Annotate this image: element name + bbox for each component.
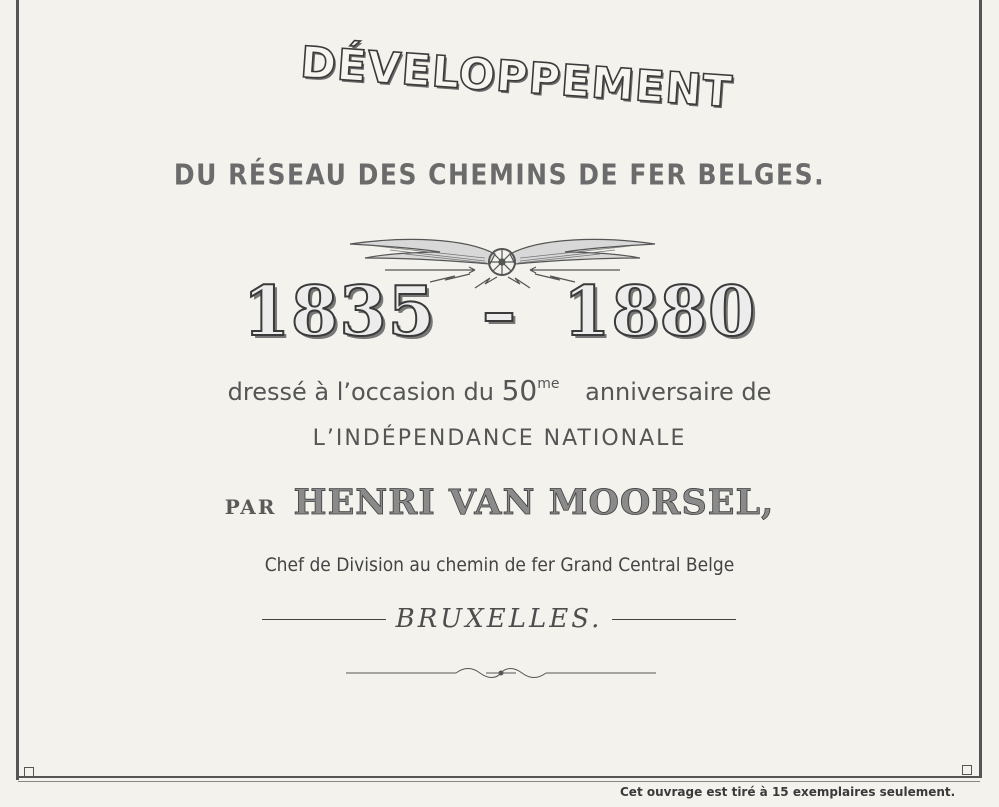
subtitle: DU RÉSEAU DES CHEMINS DE FER BELGES. — [173, 157, 826, 192]
year-range — [0, 272, 999, 352]
dedication-before: dressé à l’occasion du — [227, 378, 494, 406]
bottom-border-line — [18, 776, 980, 778]
dedication-line — [0, 374, 999, 407]
dedication-after: anniversaire de — [585, 378, 772, 406]
occasion-line: L’INDÉPENDANCE NATIONALE — [312, 426, 687, 451]
city-line — [262, 604, 736, 634]
author-prefix: PAR — [224, 495, 277, 519]
year-separator: – — [482, 272, 517, 352]
author-line — [0, 482, 999, 523]
anniversary-ordinal: me — [537, 376, 560, 392]
city-rule-right — [612, 619, 736, 620]
anniversary-number: 50 — [501, 374, 538, 407]
main-title: DÉVELOPPEMENT — [298, 37, 735, 118]
city-name: BRUXELLES. — [395, 604, 603, 634]
city-rule-left — [262, 619, 386, 620]
ornamental-rule-icon — [346, 664, 656, 682]
bottom-border-inner-line — [18, 781, 980, 782]
edition-note: Cet ouvrage est tiré à 15 exemplaires seulement. — [620, 785, 956, 799]
author-role: Chef de Division au chemin de fer Grand Central Belge — [264, 554, 735, 576]
corner-mark-left — [24, 767, 34, 777]
corner-mark-right — [962, 765, 972, 775]
end-year: 1880 — [563, 272, 757, 352]
start-year: 1835 — [242, 272, 436, 352]
author-name: HENRI VAN MOORSEL, — [293, 482, 775, 523]
